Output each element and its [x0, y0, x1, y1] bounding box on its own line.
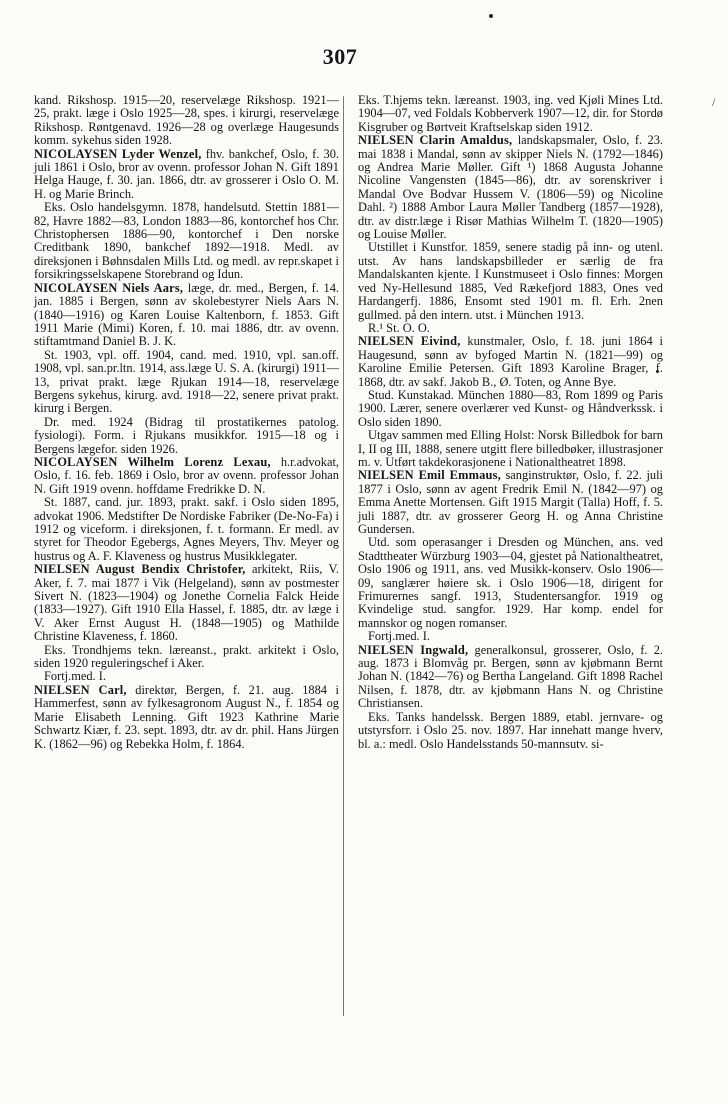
page-speck	[489, 14, 493, 18]
paragraph: Eks. Oslo handelsgymn. 1878, handelsutd. Stettin 1881—82, Havre 1882—83, London 1883—86, kontorchef hos Chr. Christophersen 1886—90, kontorchef i Den norske Creditbank 1890, bankchef 1892—1918. Medl. av direksjonen i Bøhnsdalen Mills Ltd. og medl. av repr.skapet i forsikringsselskapene Storebrand og Idun.	[34, 200, 339, 282]
biography-entry	[358, 134, 663, 241]
paragraph: Utstillet i Kunstfor. 1859, senere stadig på inn- og utenl. utst. Av hans landskapsbilleder er særlig de fra Mandalskanten kjente. I Kunstmuseet i Oslo finnes: Morgen ved Ny-Hellesund 1885, Ved Rækefjord 1883, Ones ved Hardangerfj. 1886, Ensomt sted 1901 m. fl. Erh. 2nen gullmed. på den intern. utst. i München 1913.	[358, 240, 663, 322]
paragraph: Eks. Trondhjems tekn. læreanst., prakt. arkitekt i Oslo, siden 1920 reguleringschef i Aker.	[34, 642, 339, 671]
paragraph: Fortj.med. I.	[368, 629, 430, 644]
entry-name: NIELSEN August Bendix Christofer,	[34, 562, 246, 577]
entry-name: NICOLAYSEN Niels Aars,	[34, 280, 184, 295]
biography-entry	[34, 282, 339, 349]
entry-name: NIELSEN Carl,	[34, 682, 127, 697]
paragraph: Eks. Tanks handelssk. Bergen 1889, etabl. jernvare- og utstyrsforr. i Oslo 25. nov. 1897. Har innehatt mange hverv, bl. a.: medl. Oslo Handelsstands 50-mannsutv. si-	[358, 709, 663, 751]
paragraph: kand. Rikshosp. 1915—20, reservelæge Rikshosp. 1921—25, prakt. læge i Oslo 1925—28, spes. i kirurgi, reservelæge Rikshosp. Røntgenavd. 1926—28 og overlæge Haugesunds komm. sykehus siden 1928.	[34, 93, 339, 148]
entry-name: NIELSEN Ingwald,	[358, 642, 469, 657]
biography-entry	[358, 469, 663, 536]
biography-entry	[34, 684, 339, 751]
right-column	[358, 94, 663, 751]
margin-mark: /	[712, 95, 716, 109]
left-column	[34, 94, 339, 751]
entry-name: NIELSEN Emil Emmaus,	[358, 468, 501, 483]
entry-name: NICOLAYSEN Wilhelm Lorenz Lexau,	[34, 454, 271, 469]
entry-text: læge, dr. med., Bergen, f. 14. jan. 1885 i Bergen, sønn av skolebestyrer Niels Aars N. (1840—1916) og Karen Louise Kaltenborn, f. 1853. Gift 1911 Marie (Mimi) Koren, f. 10. mai 1886, dtr. av ovenn. stiftamtmand Daniel B. J. K.	[34, 280, 339, 349]
biography-entry	[358, 644, 663, 711]
entry-name: NICOLAYSEN Lyder Wenzel,	[34, 146, 202, 161]
entry-name: NIELSEN Eivind,	[358, 334, 461, 349]
entry-text: landskapsmaler, Oslo, f. 23. mai 1838 i Mandal, sønn av skipper Niels N. (1792—1846) og Andrea Marie Møller. Gift ¹) 1868 Augusta Johanne Nicoline Vangensten (1845—86), dtr. av sorenskriver i Mandal Ove Bodvar Hussem V. (1806—59) og Nicoline Dahl. ²) 1888 Ambor Laura Møller Tandberg (1857—1928), dtr. av distr.læge i Risør Mathias Wilhelm T. (1820—1905) og Louise Møller.	[358, 133, 663, 242]
biography-entry	[358, 335, 663, 389]
biography-entry	[34, 148, 339, 202]
paragraph: St. 1903, vpl. off. 1904, cand. med. 1910, vpl. san.off. 1908, vpl. san.pr.ltn. 1914, ass.læge U. S. A. (kirurgi) 1911—13, privat prakt. læge Rjukan 1914—18, reservelæge Bergens sykehus, kirurg. avd. 1918—22, senere privat prakt. kirurg i Bergen.	[34, 347, 339, 416]
column-divider	[343, 96, 344, 1016]
entry-text: arkitekt, Riis, V. Aker, f. 7. mai 1877 i Vik (Helgeland), sønn av postmester Sivert N. (1823—1904) og Jonethe Cornelia Falck Heide (1833—1927). Gift 1910 Ella Hassel, f. 1885, dtr. av læge i V. Aker Ernst August H. (1848—1905) og Mathilde Christine Klaveness, f. 1860.	[34, 562, 339, 644]
paragraph: Fortj.med. I.	[44, 669, 106, 684]
paragraph: Dr. med. 1924 (Bidrag til prostatikernes patolog. fysiologi). Form. i Rjukans musikkfor. 1915—18 og i Bergens lægefor. siden 1926.	[34, 414, 339, 456]
paragraph: Utd. som operasanger i Dresden og München, ans. ved Stadttheater Würzburg 1903—04, gjestet på Nationaltheatret, Oslo 1906 og 1911, ans. ved Musikk-konserv. Oslo 1906—09, sanglærer høiere sk. i Oslo 1906—18, dirigent for Frimurernes sangf. 1913, Studentersangfor. 1919 og Kvindelige stud. sangfor. 1929. Har komp. endel for mannskor og nogen romanser.	[358, 535, 663, 630]
entry-text: kunstmaler, Oslo, f. 18. juni 1864 i Haugesund, sønn av byfoged Martin N. (1821—99) og Karoline Emilie Petersen. Gift 1893 Karoline Brager, f. 1868, dtr. av sakf. Jakob B., Ø. Toten, og Anne Bye.	[358, 334, 664, 389]
entry-text: sanginstruktør, Oslo, f. 22. juli 1877 i Oslo, sønn av agent Fredrik Emil N. (1842—97) og Emma Anette Mortensen. Gift 1915 Margit (Talla) Hoff, f. 5. juli 1887, dtr. av grosserer Georg H. og Anna Christine Gundersen.	[358, 468, 663, 536]
entry-name: NIELSEN Clarin Amaldus,	[358, 133, 513, 148]
paragraph: Stud. Kunstakad. München 1880—83, Rom 1899 og Paris 1900. Lærer, senere overlærer ved Kunst- og Håndverkssk. i Oslo siden 1890.	[358, 387, 663, 429]
paragraph: Utgav sammen med Elling Holst: Norsk Billedbok for barn I, II og III, 1888, senere utgitt flere billedbøker, illustrasjoner m. v. Utført takdekorasjonene i Nationaltheatret 1898.	[358, 428, 663, 469]
entry-text: direktør, Bergen, f. 21. aug. 1884 i Hammerfest, sønn av fylkesagronom August N., f. 1854 og Marie Elisabeth Lenning. Gift 1923 Kathrine Marie Schwartz Kiær, f. 23. sept. 1893, dtr. av dr. phil. Hans Jürgen K. (1862—96) og Rebekka Holm, f. 1864.	[34, 682, 339, 751]
biography-entry	[34, 563, 339, 643]
biography-entry	[34, 456, 339, 496]
paragraph: R.¹ St. O. O.	[368, 320, 430, 335]
paragraph: Eks. T.hjems tekn. læreanst. 1903, ing. ved Kjøli Mines Ltd. 1904—07, ved Foldals Kobberverk 1907—12, dir. for Stordø Kisgruber og Børtveit Kraftselskap siden 1912.	[358, 93, 663, 134]
entry-text: fhv. bankchef, Oslo, f. 30. juli 1861 i Oslo, bror av ovenn. professor Johan N. Gift 1891 Helga Hauge, f. 30. jan. 1866, dtr. av grosserer i Oslo O. M. H. og Marie Brinch.	[34, 146, 339, 201]
entry-text: h.r.advokat, Oslo, f. 16. feb. 1869 i Oslo, bror av ovenn. professor Johan N. Gift 1919 ovenn. hoffdame Fredrikke D. N.	[34, 454, 339, 496]
entry-text: generalkonsul, grosserer, Oslo, f. 2. aug. 1873 i Blomvåg pr. Bergen, sønn av kjøbmann Bernt Johan N. (1842—76) og Bertha Langeland. Gift 1898 Rachel Nilsen, f. 1878, dtr. av kjøbmann Hans N. og Christine Christiansen.	[358, 642, 663, 711]
paragraph: St. 1887, cand. jur. 1893, prakt. sakf. i Oslo siden 1895, advokat 1906. Medstifter De Nordiske Fabriker (De-No-Fa) i 1912 og viceform. i direksjonen, f. t. formann. Er medl. av styret for Theodor Egebergs, Agnes Meyers, Thv. Meyer og hustrus og A. F. Klaveness og hustrus Musikklegater.	[34, 495, 339, 563]
page-number: 307	[322, 44, 358, 69]
